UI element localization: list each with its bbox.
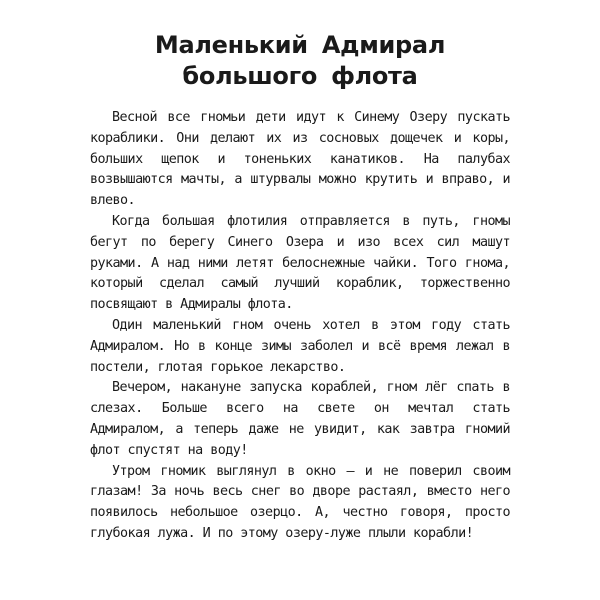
paragraph-3: Один маленький гном очень хотел в этом году стать Адмиралом. Но в конце зимы заболел и всё время лежал в постели, глотая горькое лекарство. bbox=[90, 317, 510, 375]
title-line-1: Маленький Адмирал bbox=[154, 31, 446, 59]
paragraph-2: Когда большая флотилия отправляется в путь, гномы бегут по берегу Синего Озера и изо всех сил машут руками. А над ними летят белоснежные чайки. Того гнома, который сделал самый лучший кораблик, торжественно посвящают в Адмиралы флота. bbox=[90, 213, 510, 313]
title-line-2: большого флота bbox=[182, 62, 418, 90]
paragraph-4: Вечером, накануне запуска кораблей, гном лёг спать в слезах. Больше всего на свете он мечтал стать Адмиралом, а теперь даже не увидит, как завтра гномий флот спустят на воду! bbox=[90, 380, 510, 458]
story-title bbox=[90, 30, 510, 92]
paragraph-1: Весной все гномьи дети идут к Синему Озеру пускать кораблики. Они делают их из сосновых дощечек и коры, больших щепок и тоненьких канатиков. На палубах возвышаются мачты, а штурвалы можно крутить и вправо, и влево. bbox=[90, 110, 510, 209]
story-text bbox=[90, 108, 510, 545]
paragraph-5: Утром гномик выглянул в окно — и не поверил своим глазам! За ночь весь снег во дворе растаял, вместо него появилось небольшое озерцо. А, честно говоря, просто глубокая лужа. И по этому озеру-луже плыли корабли! bbox=[90, 463, 510, 541]
